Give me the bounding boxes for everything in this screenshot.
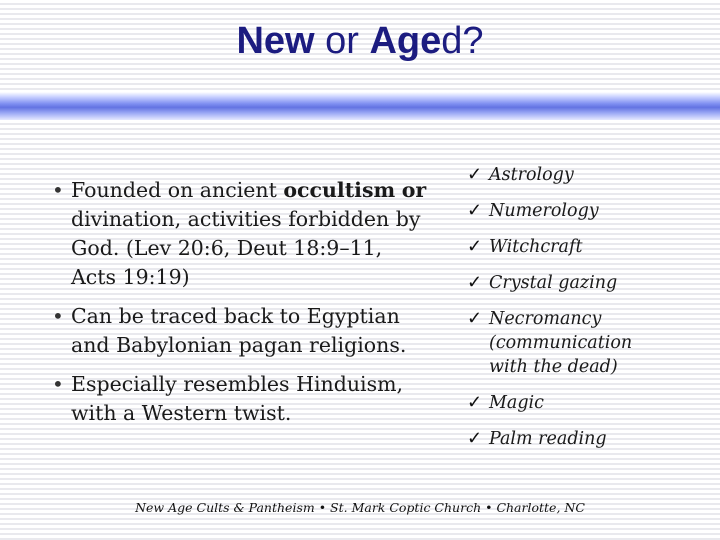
bullet-text-part: Founded on ancient	[71, 178, 284, 202]
checklist-item	[467, 391, 717, 415]
checklist-item	[467, 427, 717, 451]
bullet-item	[52, 370, 432, 428]
checklist-label: Palm reading	[489, 429, 607, 449]
bullet-text: Especially resembles Hinduism, with a Western twist.	[71, 372, 404, 425]
checklist	[467, 163, 717, 463]
checkmark-icon: ✓	[467, 272, 483, 293]
checkmark-icon: ✓	[467, 200, 483, 221]
checklist-item	[467, 199, 717, 223]
checkmark-icon: ✓	[467, 164, 483, 185]
bullet-text: Can be traced back to Egyptian and Babylonian pagan religions.	[71, 304, 407, 357]
checkmark-icon: ✓	[467, 392, 483, 413]
checklist-label: Numerology	[489, 201, 599, 221]
bullet-icon: •	[52, 178, 64, 202]
checklist-label: Witchcraft	[489, 237, 583, 257]
slide-footer: New Age Cults & Pantheism • St. Mark Coptic Church • Charlotte, NC	[135, 500, 585, 515]
bullet-item	[52, 176, 432, 292]
checklist-label: Magic	[489, 393, 544, 413]
bullet-list	[52, 176, 432, 438]
title-or: or	[314, 20, 370, 62]
checklist-item	[467, 307, 717, 379]
title-new: New	[236, 20, 315, 62]
checkmark-icon: ✓	[467, 428, 483, 449]
checklist-item	[467, 271, 717, 295]
checklist-label: Crystal gazing	[489, 273, 618, 293]
checklist-item	[467, 235, 717, 259]
bullet-bold-or: or	[401, 178, 427, 202]
bullet-text-part: divination, activities forbidden by God. (Lev 20:6, Deut 18:9–11, Acts 19:19)	[71, 207, 421, 289]
title-d: d?	[441, 20, 484, 62]
title-divider-bar	[0, 92, 720, 120]
bullet-icon: •	[52, 372, 64, 396]
bullet-text	[71, 176, 432, 292]
title-age: Age	[369, 20, 442, 62]
slide-title	[0, 18, 720, 64]
checklist-item	[467, 163, 717, 187]
checklist-label: Necromancy (communication with the dead)	[489, 309, 633, 377]
checkmark-icon: ✓	[467, 308, 483, 329]
checklist-label: Astrology	[489, 165, 574, 185]
bullet-icon: •	[52, 304, 64, 328]
checkmark-icon: ✓	[467, 236, 483, 257]
bullet-item	[52, 302, 432, 360]
bullet-bold-occultism: occultism	[283, 178, 396, 202]
